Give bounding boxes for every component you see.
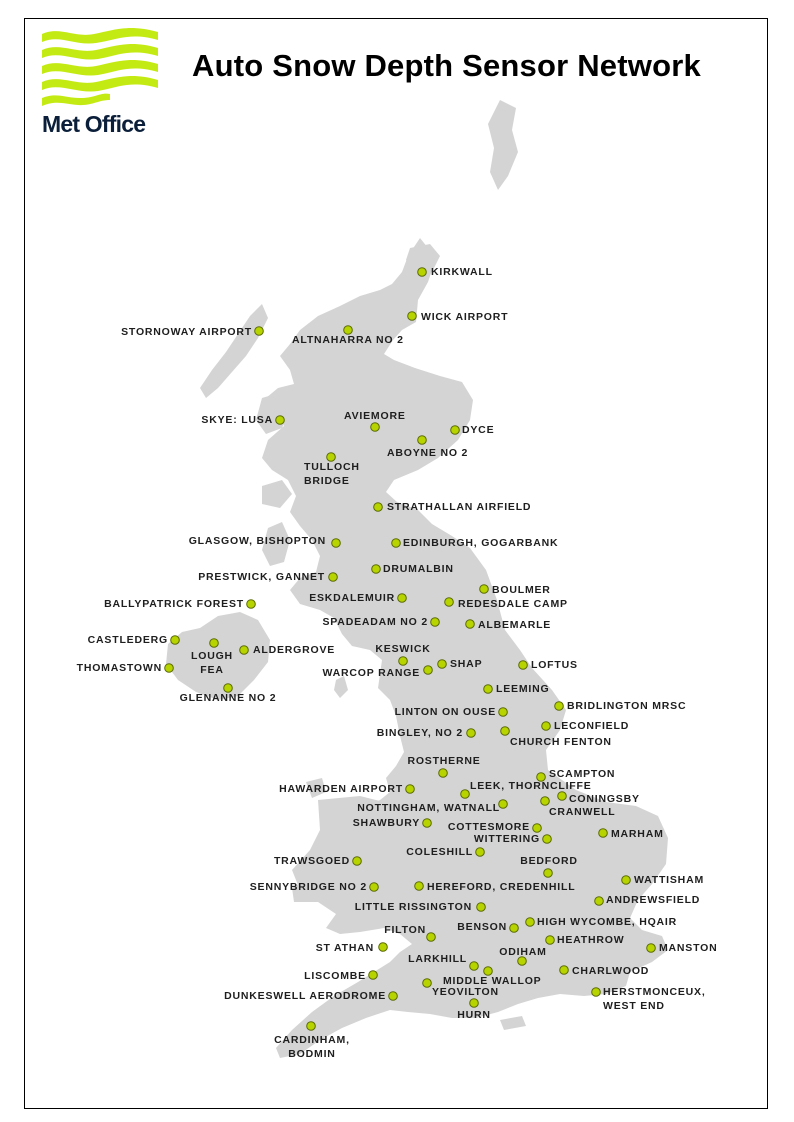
station-albemarle[interactable] bbox=[466, 619, 551, 631]
station-label: ANDREWSFIELD bbox=[606, 894, 701, 906]
station-shawbury[interactable] bbox=[353, 817, 432, 829]
station-label: SHAWBURY bbox=[352, 817, 420, 829]
station-label: ROSTHERNE bbox=[407, 755, 481, 767]
station-label: GLASGOW, BISHOPTON bbox=[188, 535, 326, 547]
station-marker-icon[interactable] bbox=[546, 936, 555, 945]
station-marker-icon[interactable] bbox=[372, 565, 381, 574]
station-label: LEEMING bbox=[496, 683, 550, 695]
station-dyce[interactable] bbox=[451, 424, 495, 436]
station-label: CASTLEDERG bbox=[87, 634, 168, 646]
station-label: KESWICK bbox=[375, 643, 431, 655]
station-label: WITTERING bbox=[473, 833, 540, 845]
station-label: ESKDALEMUIR bbox=[309, 592, 395, 604]
station-label: BODMIN bbox=[288, 1048, 336, 1060]
station-eskdalemuir[interactable] bbox=[309, 592, 406, 604]
station-label: ALDERGROVE bbox=[253, 644, 336, 656]
station-marker-icon[interactable] bbox=[374, 503, 383, 512]
station-label: ODIHAM bbox=[499, 946, 547, 958]
station-castlederg[interactable] bbox=[88, 634, 180, 646]
station-prestwick-gannet[interactable] bbox=[198, 571, 337, 583]
station-charlwood[interactable] bbox=[560, 965, 650, 977]
station-label: FILTON bbox=[384, 924, 426, 936]
station-label: LOUGH bbox=[191, 650, 233, 662]
station-label: SENNYBRIDGE NO 2 bbox=[249, 881, 367, 893]
station-glasgow-bishopton[interactable] bbox=[189, 535, 341, 547]
station-marker-icon[interactable] bbox=[501, 727, 510, 736]
station-marker-icon[interactable] bbox=[327, 453, 336, 462]
station-label: DYCE bbox=[462, 424, 495, 436]
station-marker-icon[interactable] bbox=[476, 848, 485, 857]
station-marker-icon[interactable] bbox=[470, 999, 479, 1008]
station-marker-icon[interactable] bbox=[431, 618, 440, 627]
station-marker-icon[interactable] bbox=[451, 426, 460, 435]
station-label: GLENANNE NO 2 bbox=[179, 692, 277, 704]
station-label: BALLYPATRICK FOREST bbox=[104, 598, 244, 610]
station-sennybridge-no2[interactable] bbox=[250, 881, 379, 893]
station-skye-lusa[interactable] bbox=[201, 414, 284, 426]
station-label: WARCOP RANGE bbox=[322, 667, 420, 679]
station-drumalbin[interactable] bbox=[372, 563, 454, 575]
station-marker-icon[interactable] bbox=[470, 962, 479, 971]
station-label: LINTON ON OUSE bbox=[394, 706, 496, 718]
station-marker-icon[interactable] bbox=[392, 539, 401, 548]
isle-of-man-landmass bbox=[334, 676, 348, 698]
station-spadeadam-no2[interactable] bbox=[322, 616, 439, 628]
station-marker-icon[interactable] bbox=[344, 326, 353, 335]
station-dunkeswell-aerodrome[interactable] bbox=[224, 990, 397, 1002]
station-leconfield[interactable] bbox=[542, 720, 629, 732]
page-title: Auto Snow Depth Sensor Network bbox=[192, 48, 701, 83]
station-marker-icon[interactable] bbox=[541, 797, 550, 806]
station-label: REDESDALE CAMP bbox=[458, 598, 568, 610]
station-label: LEEK, THORNCLIFFE bbox=[470, 780, 592, 792]
station-marker-icon[interactable] bbox=[224, 684, 233, 693]
station-label: SHAP bbox=[450, 658, 483, 670]
station-label: TRAWSGOED bbox=[273, 855, 350, 867]
station-label: LECONFIELD bbox=[554, 720, 630, 732]
station-label: SPADEADAM NO 2 bbox=[322, 616, 428, 628]
station-marker-icon[interactable] bbox=[406, 785, 415, 794]
station-marker-icon[interactable] bbox=[307, 1022, 316, 1031]
station-marker-icon[interactable] bbox=[466, 620, 475, 629]
station-warcop-range[interactable] bbox=[323, 666, 433, 679]
station-label: EDINBURGH, GOGARBANK bbox=[403, 537, 559, 549]
station-marker-icon[interactable] bbox=[599, 829, 608, 838]
station-hawarden-airport[interactable] bbox=[279, 783, 414, 795]
station-stornoway-airport[interactable] bbox=[121, 326, 263, 338]
station-coleshill[interactable] bbox=[406, 846, 484, 858]
station-edinburgh-gogarbank[interactable] bbox=[392, 537, 559, 549]
station-label: LOFTUS bbox=[531, 659, 578, 671]
station-label: AVIEMORE bbox=[344, 410, 406, 422]
station-label: LITTLE RISSINGTON bbox=[354, 901, 472, 913]
station-label: CRANWELL bbox=[549, 806, 616, 818]
station-ballypatrick-forest[interactable] bbox=[104, 598, 255, 610]
station-label: HEATHROW bbox=[557, 934, 625, 946]
station-heathrow[interactable] bbox=[546, 934, 625, 946]
station-label: LARKHILL bbox=[408, 953, 467, 965]
station-label: STRATHALLAN AIRFIELD bbox=[387, 501, 532, 513]
station-marker-icon[interactable] bbox=[379, 943, 388, 952]
station-bridlington-mrsc[interactable] bbox=[555, 700, 687, 712]
station-marker-icon[interactable] bbox=[165, 664, 174, 673]
station-marker-icon[interactable] bbox=[210, 639, 219, 648]
station-label: ALBEMARLE bbox=[478, 619, 552, 631]
station-high-wycombe-hqair[interactable] bbox=[526, 916, 677, 928]
station-marker-icon[interactable] bbox=[332, 539, 341, 548]
station-little-rissington[interactable] bbox=[355, 901, 486, 913]
station-redesdale-camp[interactable] bbox=[445, 598, 568, 610]
station-label: HEREFORD, CREDENHILL bbox=[427, 881, 576, 893]
station-label: DRUMALBIN bbox=[383, 563, 454, 575]
station-marker-icon[interactable] bbox=[533, 824, 542, 833]
station-marker-icon[interactable] bbox=[424, 666, 433, 675]
station-label: SKYE: LUSA bbox=[201, 414, 273, 426]
station-marker-icon[interactable] bbox=[371, 423, 380, 432]
station-marker-icon[interactable] bbox=[445, 598, 454, 607]
station-marker-icon[interactable] bbox=[389, 992, 398, 1001]
station-marker-icon[interactable] bbox=[499, 708, 508, 717]
inner-hebrides-landmass bbox=[262, 480, 292, 508]
shetland-landmass bbox=[488, 100, 518, 190]
station-wattisham[interactable] bbox=[622, 874, 704, 886]
station-marker-icon[interactable] bbox=[423, 819, 432, 828]
station-marker-icon[interactable] bbox=[519, 661, 528, 670]
station-wick-airport[interactable] bbox=[408, 311, 509, 323]
station-label: TULLOCH bbox=[304, 461, 360, 473]
station-marker-icon[interactable] bbox=[329, 573, 338, 582]
station-marker-icon[interactable] bbox=[353, 857, 362, 866]
station-label: CONINGSBY bbox=[569, 793, 640, 805]
station-label: CHURCH FENTON bbox=[510, 736, 612, 748]
station-andrewsfield[interactable] bbox=[595, 894, 700, 906]
station-thomastown[interactable] bbox=[77, 662, 174, 674]
station-marker-icon[interactable] bbox=[171, 636, 180, 645]
station-label: DUNKESWELL AERODROME bbox=[224, 990, 386, 1002]
station-st-athan[interactable] bbox=[316, 942, 388, 954]
met-office-wordmark: Met Office bbox=[42, 111, 146, 137]
station-label: ST ATHAN bbox=[315, 942, 374, 954]
station-aldergrove[interactable] bbox=[240, 644, 335, 656]
station-label: BRIDGE bbox=[304, 475, 350, 487]
station-cottesmore[interactable] bbox=[448, 821, 541, 833]
station-label: MANSTON bbox=[659, 942, 718, 954]
station-label: COLESHILL bbox=[406, 846, 473, 858]
station-bingley-no2[interactable] bbox=[377, 727, 476, 739]
station-label: YEOVILTON bbox=[432, 986, 499, 998]
station-label: ABOYNE NO 2 bbox=[387, 447, 469, 459]
station-marker-icon[interactable] bbox=[415, 882, 424, 891]
station-marker-icon[interactable] bbox=[592, 988, 601, 997]
station-label: FEA bbox=[200, 664, 224, 676]
station-marker-icon[interactable] bbox=[544, 869, 553, 878]
station-marker-icon[interactable] bbox=[558, 792, 567, 801]
station-label: SCAMPTON bbox=[549, 768, 616, 780]
station-label: BEDFORD bbox=[520, 855, 578, 867]
station-marker-icon[interactable] bbox=[370, 883, 379, 892]
station-label: WEST END bbox=[603, 1000, 665, 1012]
station-marker-icon[interactable] bbox=[542, 722, 551, 731]
station-label: PRESTWICK, GANNET bbox=[198, 571, 325, 583]
station-marker-icon[interactable] bbox=[408, 312, 417, 321]
station-label: HIGH WYCOMBE, HQAIR bbox=[537, 916, 678, 928]
station-linton-on-ouse[interactable] bbox=[395, 706, 508, 718]
station-marker-icon[interactable] bbox=[398, 594, 407, 603]
station-herstmonceux-westend[interactable] bbox=[592, 986, 706, 1012]
station-marker-icon[interactable] bbox=[418, 436, 427, 445]
station-strathallan-airfield[interactable] bbox=[374, 501, 532, 513]
station-marker-icon[interactable] bbox=[255, 327, 264, 336]
station-label: CARDINHAM, bbox=[274, 1034, 350, 1046]
station-marker-icon[interactable] bbox=[484, 967, 493, 976]
station-label: WATTISHAM bbox=[634, 874, 704, 886]
station-label: ALTNAHARRA NO 2 bbox=[292, 334, 404, 346]
station-marker-icon[interactable] bbox=[369, 971, 378, 980]
station-label: BINGLEY, NO 2 bbox=[376, 727, 463, 739]
station-coningsby[interactable] bbox=[558, 792, 640, 805]
station-marker-icon[interactable] bbox=[543, 835, 552, 844]
station-label: HURN bbox=[457, 1009, 491, 1021]
station-label: COTTESMORE bbox=[447, 821, 530, 833]
station-marker-icon[interactable] bbox=[480, 585, 489, 594]
station-label: BOULMER bbox=[492, 584, 551, 596]
station-label: BRIDLINGTON MRSC bbox=[567, 700, 687, 712]
station-marker-icon[interactable] bbox=[484, 685, 493, 694]
station-marker-icon[interactable] bbox=[560, 966, 569, 975]
station-marker-icon[interactable] bbox=[595, 897, 604, 906]
station-marker-icon[interactable] bbox=[276, 416, 285, 425]
outer-hebrides-landmass bbox=[200, 304, 268, 398]
station-marker-icon[interactable] bbox=[555, 702, 564, 711]
station-marker-icon[interactable] bbox=[439, 769, 448, 778]
station-marker-icon[interactable] bbox=[647, 944, 656, 953]
station-label: LISCOMBE bbox=[304, 970, 366, 982]
station-label: CHARLWOOD bbox=[572, 965, 650, 977]
station-label: HAWARDEN AIRPORT bbox=[279, 783, 403, 795]
station-hereford-credenhill[interactable] bbox=[415, 881, 576, 893]
station-marker-icon[interactable] bbox=[399, 657, 408, 666]
station-marker-icon[interactable] bbox=[526, 918, 535, 927]
isle-of-wight-landmass bbox=[500, 1016, 526, 1030]
station-label: STORNOWAY AIRPORT bbox=[121, 326, 252, 338]
station-trawsgoed[interactable] bbox=[274, 855, 361, 867]
station-marker-icon[interactable] bbox=[467, 729, 476, 738]
station-label: KIRKWALL bbox=[431, 266, 493, 278]
station-label: THOMASTOWN bbox=[76, 662, 162, 674]
station-marker-icon[interactable] bbox=[477, 903, 486, 912]
station-label: WICK AIRPORT bbox=[421, 311, 509, 323]
station-marker-icon[interactable] bbox=[510, 924, 519, 933]
station-marker-icon[interactable] bbox=[247, 600, 256, 609]
station-label: BENSON bbox=[457, 921, 507, 933]
station-label: MIDDLE WALLOP bbox=[443, 975, 542, 987]
station-marker-icon[interactable] bbox=[438, 660, 447, 669]
station-label: NOTTINGHAM, WATNALL bbox=[357, 802, 500, 814]
station-label: MARHAM bbox=[611, 828, 664, 840]
station-marker-icon[interactable] bbox=[240, 646, 249, 655]
station-wittering[interactable] bbox=[474, 833, 551, 845]
station-marker-icon[interactable] bbox=[423, 979, 432, 988]
station-marker-icon[interactable] bbox=[461, 790, 470, 799]
station-marker-icon[interactable] bbox=[418, 268, 427, 277]
station-nottingham-watnall[interactable] bbox=[357, 800, 507, 814]
station-marker-icon[interactable] bbox=[427, 933, 436, 942]
station-marker-icon[interactable] bbox=[622, 876, 631, 885]
station-label: HERSTMONCEUX, bbox=[603, 986, 706, 998]
